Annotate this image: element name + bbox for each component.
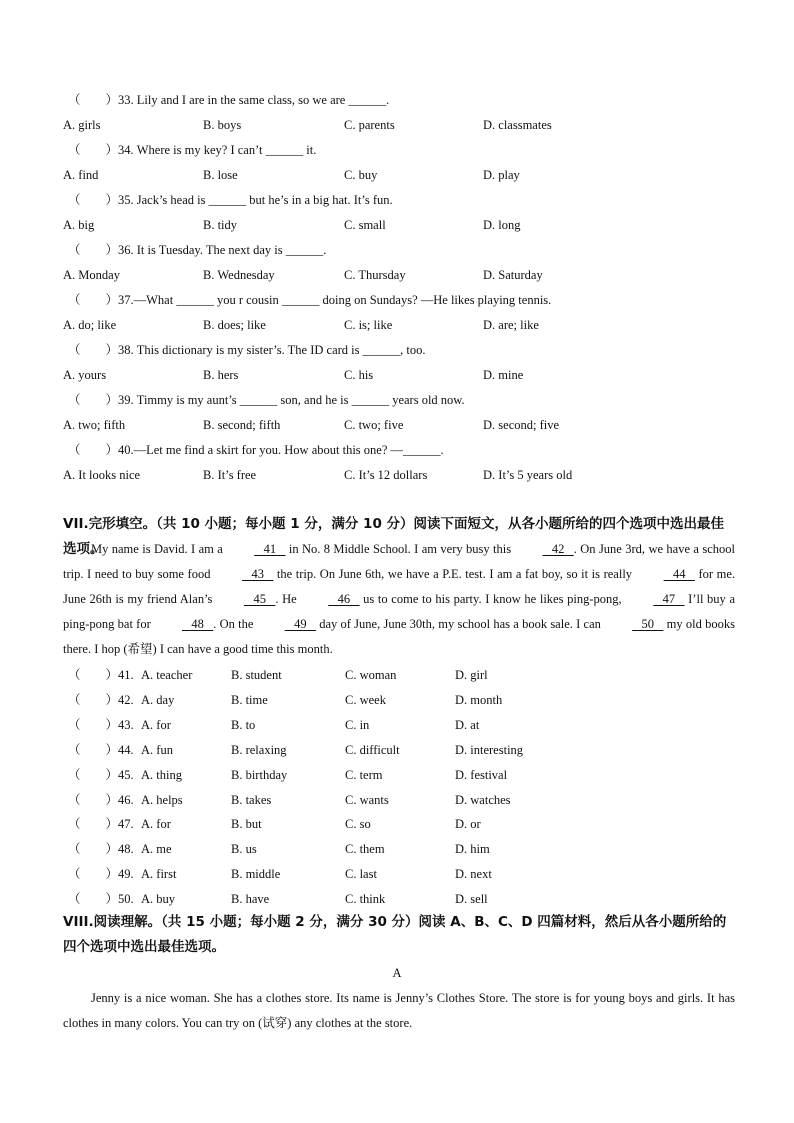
answer-option: B. takes bbox=[231, 792, 272, 807]
answer-option: D. second; five bbox=[483, 418, 560, 432]
answer-option: A. do; like bbox=[63, 318, 117, 332]
answer-option: B. boys bbox=[203, 118, 242, 132]
answer-option: A. two; fifth bbox=[63, 418, 126, 432]
question-stem: （ ）40.—Let me find a skirt for you. How about this one? —______. bbox=[68, 443, 444, 457]
answer-option: A. for bbox=[141, 717, 171, 732]
question-number: （ ）41. bbox=[68, 668, 134, 682]
question-number: （ ）50. bbox=[68, 892, 134, 907]
answer-option: D. interesting bbox=[455, 742, 524, 757]
question-number: （ ）45. bbox=[68, 767, 134, 782]
cloze-blank: 47 bbox=[653, 592, 685, 606]
answer-option: D. girl bbox=[455, 668, 488, 682]
answer-option: C. woman bbox=[345, 668, 397, 682]
answer-option: C. week bbox=[345, 692, 386, 707]
answer-option: C. his bbox=[344, 368, 374, 382]
answer-options bbox=[63, 317, 763, 333]
answer-option: A. first bbox=[141, 867, 177, 882]
answer-option: B. have bbox=[231, 892, 270, 907]
question-number: （ ）44. bbox=[68, 742, 134, 757]
answer-option: B. hers bbox=[203, 368, 239, 382]
question-stem: （ ）36. It is Tuesday. The next day is ______. bbox=[68, 243, 327, 257]
passage-text: My name is David. I am a bbox=[91, 542, 227, 556]
question-number: （ ）43. bbox=[68, 717, 134, 732]
passage-text: I’ll buy a ping-pong bat for bbox=[63, 592, 735, 631]
passage-text: in No. 8 Middle School. I am very busy this bbox=[285, 542, 515, 556]
answer-option: C. Thursday bbox=[344, 268, 406, 282]
cloze-question bbox=[68, 717, 768, 733]
answer-option: A. fun bbox=[141, 742, 173, 757]
cloze-question bbox=[68, 692, 768, 708]
cloze-question bbox=[68, 866, 768, 882]
answer-option: A. for bbox=[141, 817, 171, 832]
answer-option: B. It’s free bbox=[203, 468, 257, 482]
answer-option: C. It’s 12 dollars bbox=[344, 468, 428, 482]
answer-option: B. us bbox=[231, 842, 257, 857]
answer-option: A. me bbox=[141, 842, 172, 857]
cloze-blank: 45 bbox=[244, 592, 276, 606]
answer-option: B. time bbox=[231, 692, 268, 707]
question-number: （ ）47. bbox=[68, 817, 134, 832]
answer-option: D. him bbox=[455, 842, 490, 857]
answer-option: D. sell bbox=[455, 892, 488, 907]
answer-option: A. big bbox=[63, 218, 95, 232]
answer-option: C. term bbox=[345, 767, 383, 782]
answer-option: B. tidy bbox=[203, 218, 238, 232]
answer-option: D. play bbox=[483, 168, 520, 182]
cloze-question bbox=[68, 792, 768, 808]
answer-option: A. buy bbox=[141, 892, 176, 907]
answer-option: B. lose bbox=[203, 168, 238, 182]
question-stem: （ ）38. This dictionary is my sister’s. The ID card is ______, too. bbox=[68, 343, 426, 357]
answer-option: D. next bbox=[455, 867, 492, 882]
question-stem: （ ）34. Where is my key? I can’t ______ it. bbox=[68, 143, 317, 157]
cloze-blank: 42 bbox=[542, 542, 574, 556]
answer-option: C. last bbox=[345, 867, 377, 882]
answer-option: D. or bbox=[455, 817, 481, 832]
passage-text: the trip. On June 6th, we have a P.E. test. I am a fat boy, so it is really bbox=[273, 567, 636, 581]
answer-option: D. classmates bbox=[483, 118, 552, 132]
cloze-question bbox=[68, 891, 768, 907]
answer-options bbox=[63, 217, 763, 233]
answer-option: C. is; like bbox=[344, 318, 393, 332]
answer-option: B. to bbox=[231, 717, 256, 732]
cloze-blank: 43 bbox=[242, 567, 274, 581]
question-number: （ ）49. bbox=[68, 867, 134, 882]
cloze-blank: 49 bbox=[284, 617, 316, 631]
answer-option: A. thing bbox=[141, 767, 182, 782]
answer-option: B. second; fifth bbox=[203, 418, 281, 432]
answer-options bbox=[63, 467, 763, 483]
answer-option: A. yours bbox=[63, 368, 107, 382]
passage-text: day of June, June 30th, my school has a book sale. I can bbox=[315, 617, 605, 631]
answer-option: C. difficult bbox=[345, 742, 400, 757]
question-number: （ ）48. bbox=[68, 842, 134, 857]
answer-option: D. Saturday bbox=[483, 268, 543, 282]
answer-option: C. think bbox=[345, 892, 386, 907]
answer-option: A. day bbox=[141, 692, 175, 707]
cloze-blank: 41 bbox=[254, 542, 286, 556]
answer-option: D. It’s 5 years old bbox=[483, 468, 573, 482]
cloze-question bbox=[68, 667, 768, 683]
answer-option: B. birthday bbox=[231, 767, 288, 782]
answer-option: A. Monday bbox=[63, 268, 120, 282]
cloze-blank: 50 bbox=[632, 617, 664, 631]
cloze-question bbox=[68, 816, 768, 832]
answer-option: B. middle bbox=[231, 867, 281, 882]
answer-option: A. It looks nice bbox=[63, 468, 141, 482]
answer-option: A. teacher bbox=[141, 668, 193, 682]
answer-options bbox=[63, 167, 763, 183]
answer-options bbox=[63, 367, 763, 383]
answer-option: A. find bbox=[63, 168, 99, 182]
question-stem: （ ）39. Timmy is my aunt’s ______ son, and he is ______ years old now. bbox=[68, 393, 465, 407]
answer-option: A. girls bbox=[63, 118, 101, 132]
cloze-blank: 46 bbox=[328, 592, 360, 606]
question-number: （ ）46. bbox=[68, 792, 134, 807]
passage-text: . He bbox=[275, 592, 301, 606]
answer-options bbox=[63, 417, 763, 433]
answer-option: C. wants bbox=[345, 792, 389, 807]
cloze-question bbox=[68, 841, 768, 857]
answer-option: C. parents bbox=[344, 118, 395, 132]
passage-text: my old books there. I hop (希望) I can have a good time this month. bbox=[63, 617, 735, 656]
answer-options bbox=[63, 117, 763, 133]
cloze-passage bbox=[63, 537, 735, 662]
answer-option: D. are; like bbox=[483, 318, 539, 332]
cloze-question bbox=[68, 742, 768, 758]
answer-option: A. helps bbox=[141, 792, 183, 807]
answer-option: B. but bbox=[231, 817, 262, 832]
passage-text: . On June 3rd, we have a school trip. I need to buy some food bbox=[63, 542, 735, 581]
answer-option: C. so bbox=[345, 817, 371, 832]
answer-option: D. long bbox=[483, 218, 521, 232]
answer-option: D. mine bbox=[483, 368, 524, 382]
reading-part-label: A bbox=[392, 966, 402, 980]
question-stem: （ ）35. Jack’s head is ______ but he’s in a big hat. It’s fun. bbox=[68, 193, 393, 207]
answer-option: C. them bbox=[345, 842, 385, 857]
passage-text: . On the bbox=[213, 617, 257, 631]
answer-option: D. watches bbox=[455, 792, 511, 807]
answer-option: B. relaxing bbox=[231, 742, 287, 757]
question-number: （ ）42. bbox=[68, 692, 134, 707]
question-stem: （ ）33. Lily and I are in the same class, so we are ______. bbox=[68, 93, 390, 107]
answer-option: B. Wednesday bbox=[203, 268, 275, 282]
answer-options bbox=[63, 267, 763, 283]
cloze-blank: 44 bbox=[663, 567, 695, 581]
passage-text: for me. June 26th is my friend Alan’s bbox=[63, 567, 735, 606]
answer-option: D. month bbox=[455, 692, 503, 707]
question-stem: （ ）37.—What ______ you r cousin ______ doing on Sundays? —He likes playing tennis. bbox=[68, 293, 552, 307]
reading-passage-a: Jenny is a nice woman. She has a clothes store. Its name is Jenny’s Clothes Store. The store is for young boys and girls. It has clothes in many colors. You can try on (试穿) any clothes at the store. bbox=[63, 991, 735, 1030]
answer-option: B. does; like bbox=[203, 318, 266, 332]
cloze-blank: 48 bbox=[182, 617, 214, 631]
answer-option: C. in bbox=[345, 717, 370, 732]
answer-option: B. student bbox=[231, 668, 282, 682]
cloze-question bbox=[68, 767, 768, 783]
answer-option: C. two; five bbox=[344, 418, 404, 432]
section-7-heading: VII.完形填空。（共 10 小题；每小题 1 分，满分 10 分）阅读下面短文，从各小题所给的四个选项中选出最佳选项。 bbox=[63, 516, 725, 557]
passage-text: us to come to his party. I know he likes ping-pong, bbox=[359, 592, 626, 606]
answer-option: C. buy bbox=[344, 168, 378, 182]
answer-option: C. small bbox=[344, 218, 386, 232]
answer-option: D. at bbox=[455, 717, 480, 732]
section-8-heading: VIII.阅读理解。（共 15 小题；每小题 2 分，满分 30 分）阅读 A、B、C、D 四篇材料，然后从各小题所给的四个选项中选出最佳选项。 bbox=[63, 914, 727, 955]
answer-option: D. festival bbox=[455, 767, 508, 782]
